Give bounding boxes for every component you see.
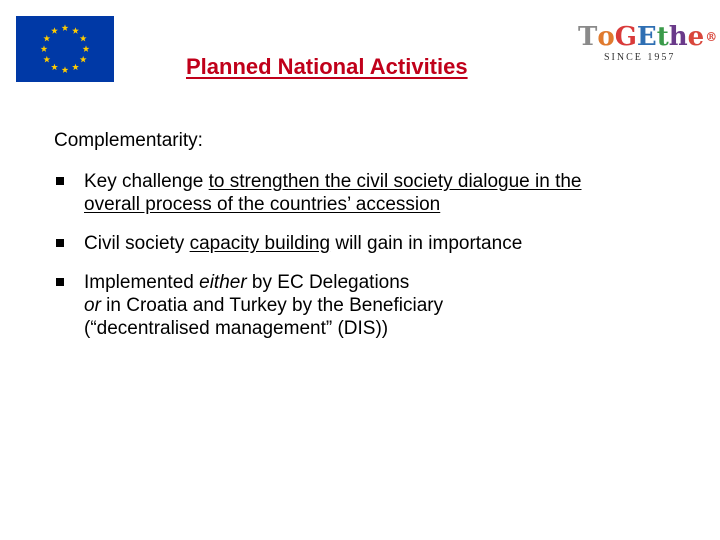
logo-letter: o <box>597 22 615 52</box>
bullet-line <box>84 170 694 193</box>
bullet-text: to strengthen the civil society dialogue in the <box>208 171 582 192</box>
bullet-text: Implemented <box>84 272 200 293</box>
star-icon <box>83 45 90 52</box>
logo-letter: E <box>636 22 657 52</box>
page-title: Planned National Activities <box>186 54 468 79</box>
bullet-text: in Croatia and Turkey by the Beneficiary <box>100 295 444 316</box>
bullet-item <box>54 232 694 255</box>
logo-letter: h <box>668 22 688 52</box>
bullet-line <box>84 294 694 317</box>
square-bullet-icon <box>56 177 64 185</box>
star-icon <box>43 56 50 63</box>
star-icon <box>62 24 69 31</box>
bullet-text: or <box>84 295 101 316</box>
square-bullet-icon <box>56 278 64 286</box>
bullet-line <box>84 193 694 216</box>
logo-letter: e <box>687 22 705 52</box>
bullet-line <box>84 317 694 340</box>
logo-letter: G <box>614 22 637 52</box>
bullet-text: by EC Delegations <box>246 272 410 293</box>
bullet-item <box>54 271 694 340</box>
bullet-line <box>84 232 694 255</box>
bullet-line <box>84 271 694 294</box>
eu-stars-icon <box>16 16 114 82</box>
bullet-text: capacity building <box>189 233 331 254</box>
star-icon <box>41 45 48 52</box>
bullet-item <box>54 170 694 216</box>
bullet-text: overall process of the countries’ accession <box>84 194 441 215</box>
square-bullet-icon <box>56 239 64 247</box>
bullet-text: Civil society <box>84 233 190 254</box>
star-icon <box>62 66 69 73</box>
bullet-text: either <box>199 272 247 293</box>
star-icon <box>72 27 79 34</box>
logo-wordmark <box>578 22 717 52</box>
registered-mark: ® <box>705 30 718 44</box>
star-icon <box>43 35 50 42</box>
bullet-list <box>54 170 694 356</box>
together-logo <box>578 22 718 70</box>
logo-letter: t <box>656 22 669 52</box>
bullet-text: (“decentralised management” (DIS)) <box>84 318 389 339</box>
logo-letter: T <box>578 22 598 52</box>
logo-since-text: SINCE 1957 <box>604 52 676 63</box>
star-icon <box>80 56 87 63</box>
bullet-text: Key challenge <box>84 171 209 192</box>
star-icon <box>72 64 79 71</box>
star-icon <box>51 64 58 71</box>
star-icon <box>80 35 87 42</box>
bullet-text: will gain in importance <box>330 233 523 254</box>
star-icon <box>51 27 58 34</box>
section-heading: Complementarity: <box>54 130 203 151</box>
eu-flag-logo <box>16 16 114 82</box>
